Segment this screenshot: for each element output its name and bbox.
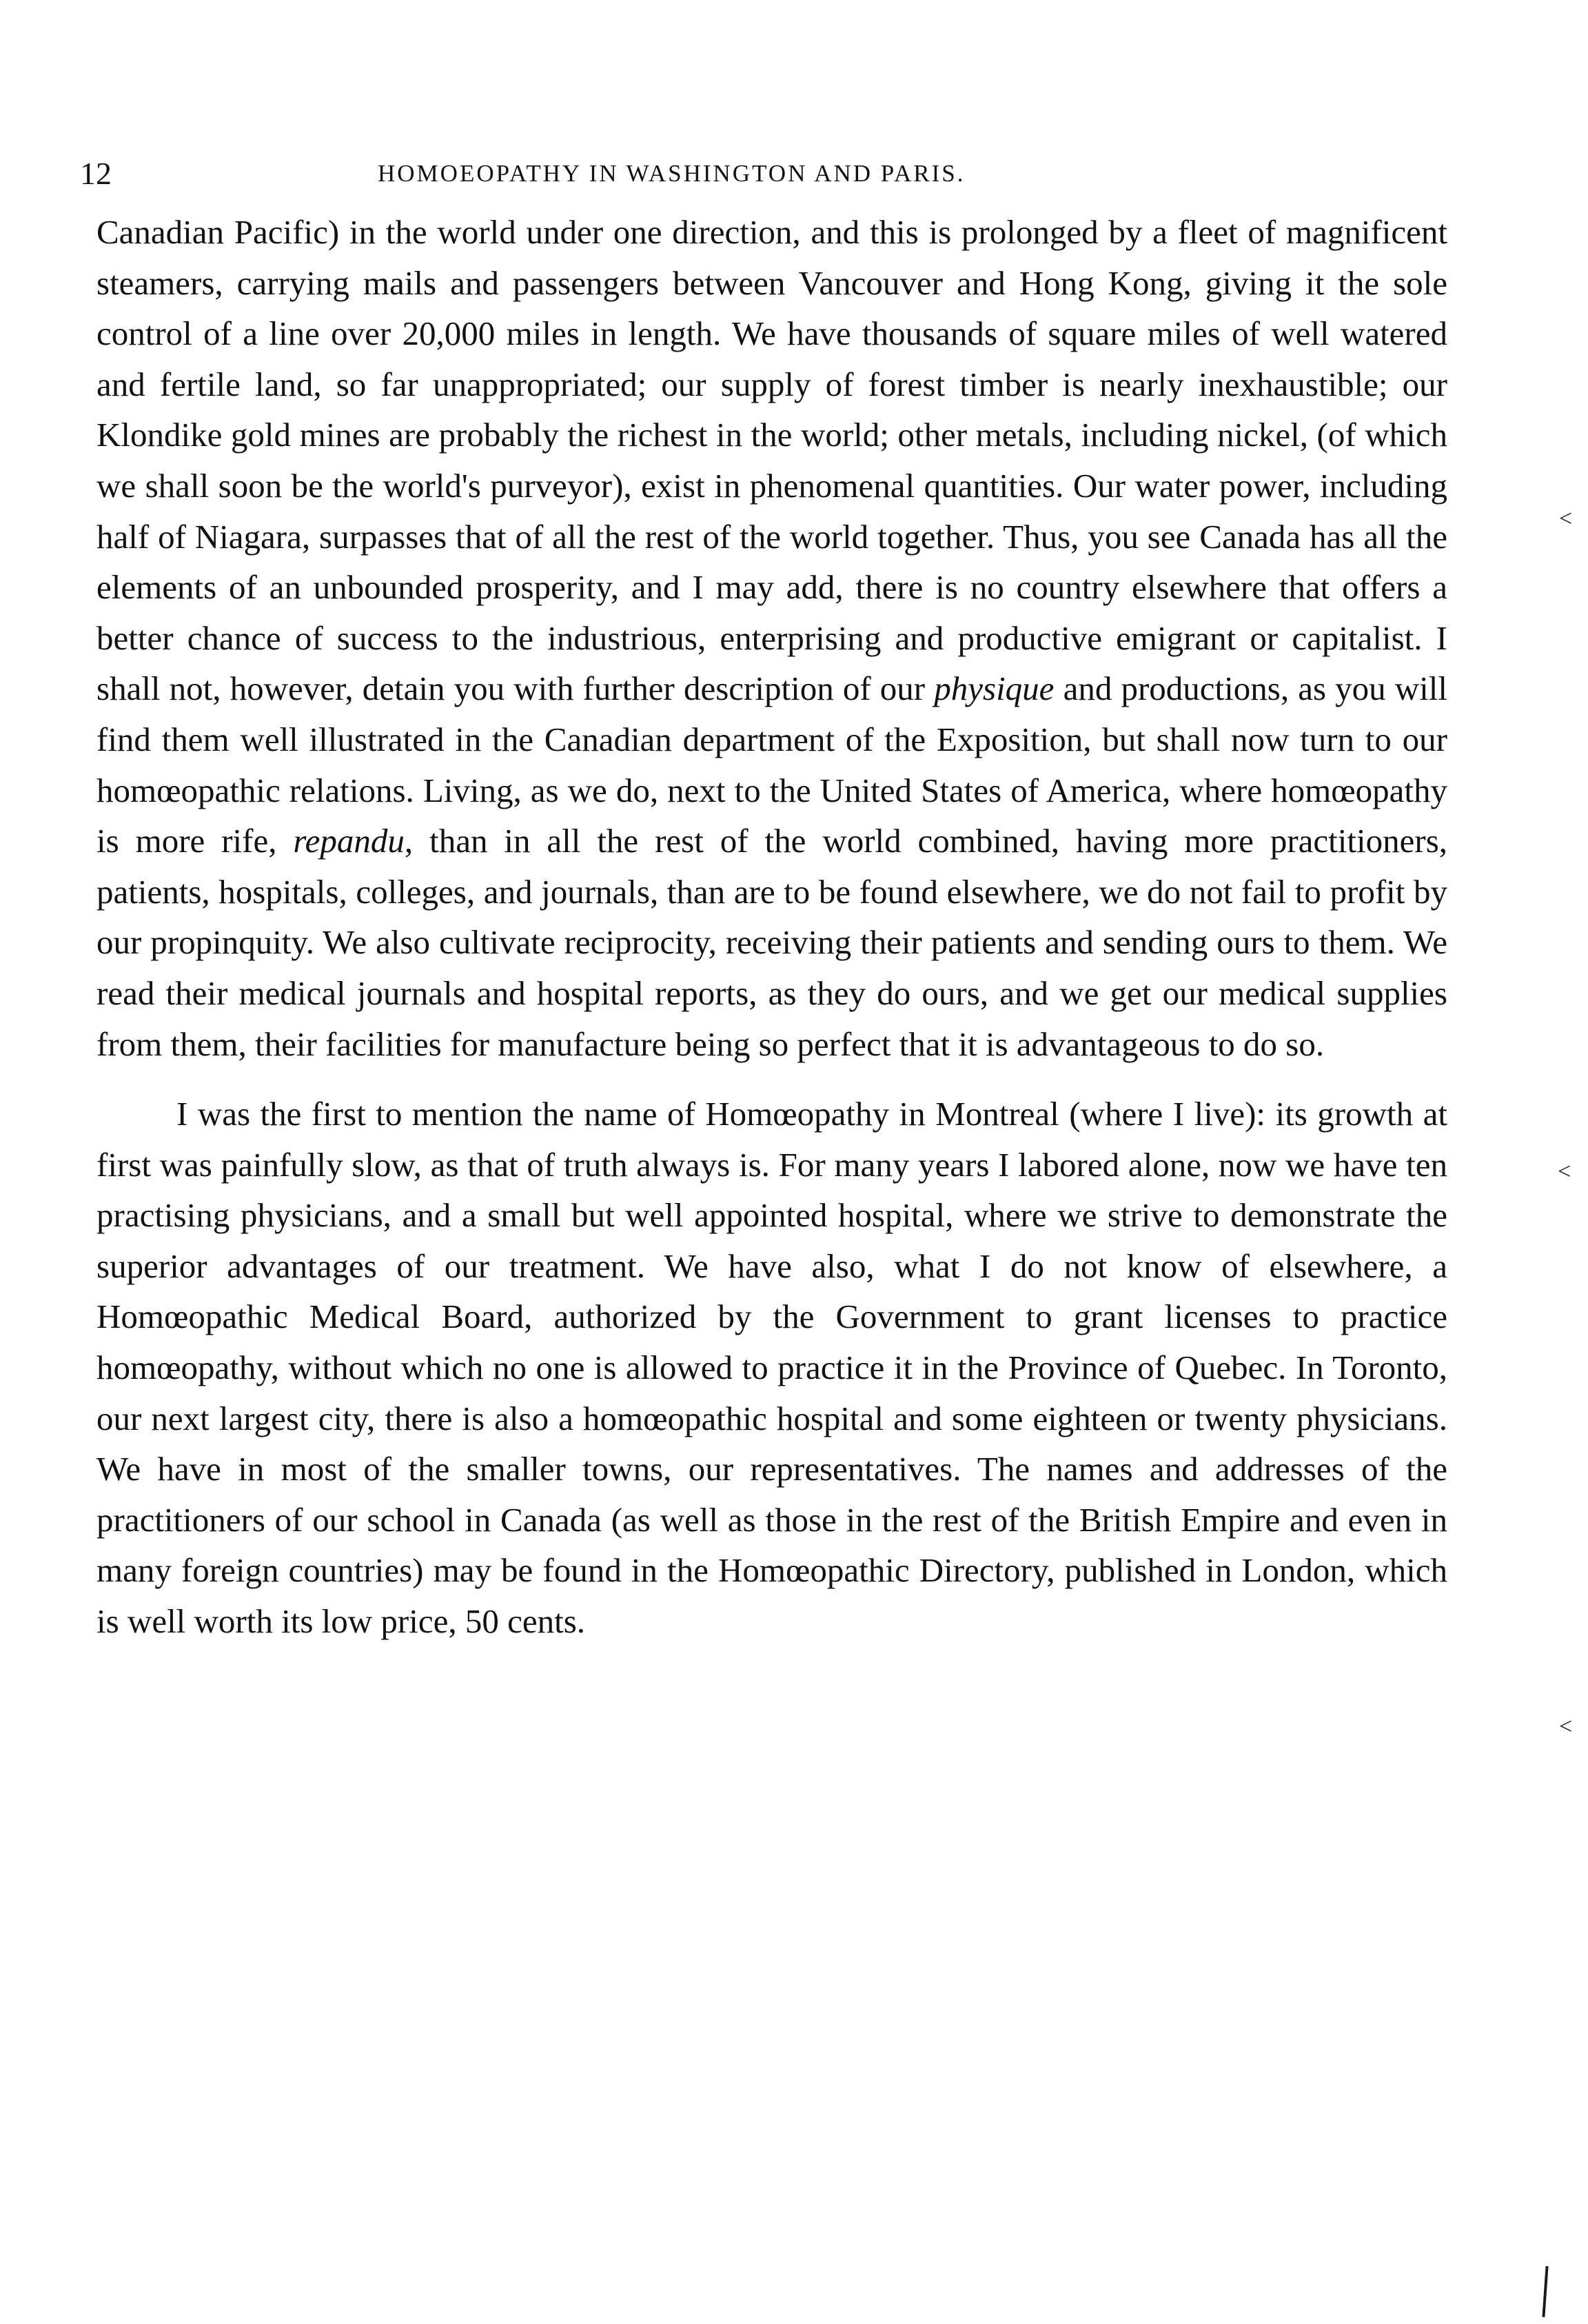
paragraph-1-part-1: Canadian Pacific) in the world under one direction, and this is prolonged by a fleet of magnificent steamers, carrying mails and passengers between Vancouver and Hong Kong, giving it the sole control of a line over 20,000 miles in length. We have thousands of square miles of well watered and fertile land, so far unappropriated; our supply of forest timber is nearly inexhaustible; our Klondike gold mines are probably the richest in the world; other metals, including nickel, (of which we shall soon be the world's purveyor), exist in phenomenal quantities. Our water power, including half of Niagara, surpasses that of all the rest of the world together. Thus, you see Canada has all the elements of an unbounded prosperity, and I may add, there is no country elsewhere that offers a better chance of success to the industrious, enterprising and productive emigrant or capitalist. I shall not, however, detain you with further description of our <box>96 213 1447 708</box>
margin-mark-3: ˂ <box>1559 1714 1573 1739</box>
paragraph-1-part-2: and productions, as you will find them well illustrated in the Canadian department of the Exposition, but shall now turn to our homœopathic relations. Living, as we do, next to the United States of America, where homœopathy is more rife, <box>96 669 1448 860</box>
margin-mark-2: ˂ <box>1558 1159 1571 1184</box>
italic-word-physique: physique <box>934 669 1055 708</box>
page-edge-line <box>1542 2266 1548 2317</box>
paragraph-1 <box>96 207 1447 1069</box>
page-number: 12 <box>80 156 112 191</box>
margin-mark-1: ˂ <box>1559 506 1573 532</box>
running-title: HOMOEOPATHY IN WASHINGTON AND PARIS. <box>378 160 966 187</box>
italic-word-repandu: repandu <box>293 822 405 860</box>
running-head <box>80 153 1155 194</box>
body-text <box>96 207 1447 1647</box>
paragraph-2: I was the first to mention the name of Homœopathy in Montreal (where I live): its growth at first was painfully slow, as that of truth always is. For many years I labored alone, now we have ten practising physicians, and a small but well appointed hospital, where we strive to demonstrate the superior advantages of our treatment. We have also, what I do not know of elsewhere, a Homœopathic Medical Board, authorized by the Government to grant licenses to practice homœopathy, without which no one is allowed to practice it in the Province of Quebec. In Toronto, our next largest city, there is also a homœopathic hospital and some eighteen or twenty physicians. We have in most of the smaller towns, our representatives. The names and addresses of the practitioners of our school in Canada (as well as those in the rest of the British Empire and even in many foreign countries) may be found in the Homœopathic Directory, published in London, which is well worth its low price, 50 cents. <box>96 1095 1447 1641</box>
paragraph-1-part-3: , than in all the rest of the world combined, having more practitioners, patients, hospitals, colleges, and journals, than are to be found elsewhere, we do not fail to profit by our propinquity. We also cultivate reciprocity, receiving their patients and sending ours to them. We read their medical journals and hospital reports, as they do ours, and we get our medical supplies from them, their facilities for manufacture being so perfect that it is advantageous to do so. <box>96 822 1448 1063</box>
